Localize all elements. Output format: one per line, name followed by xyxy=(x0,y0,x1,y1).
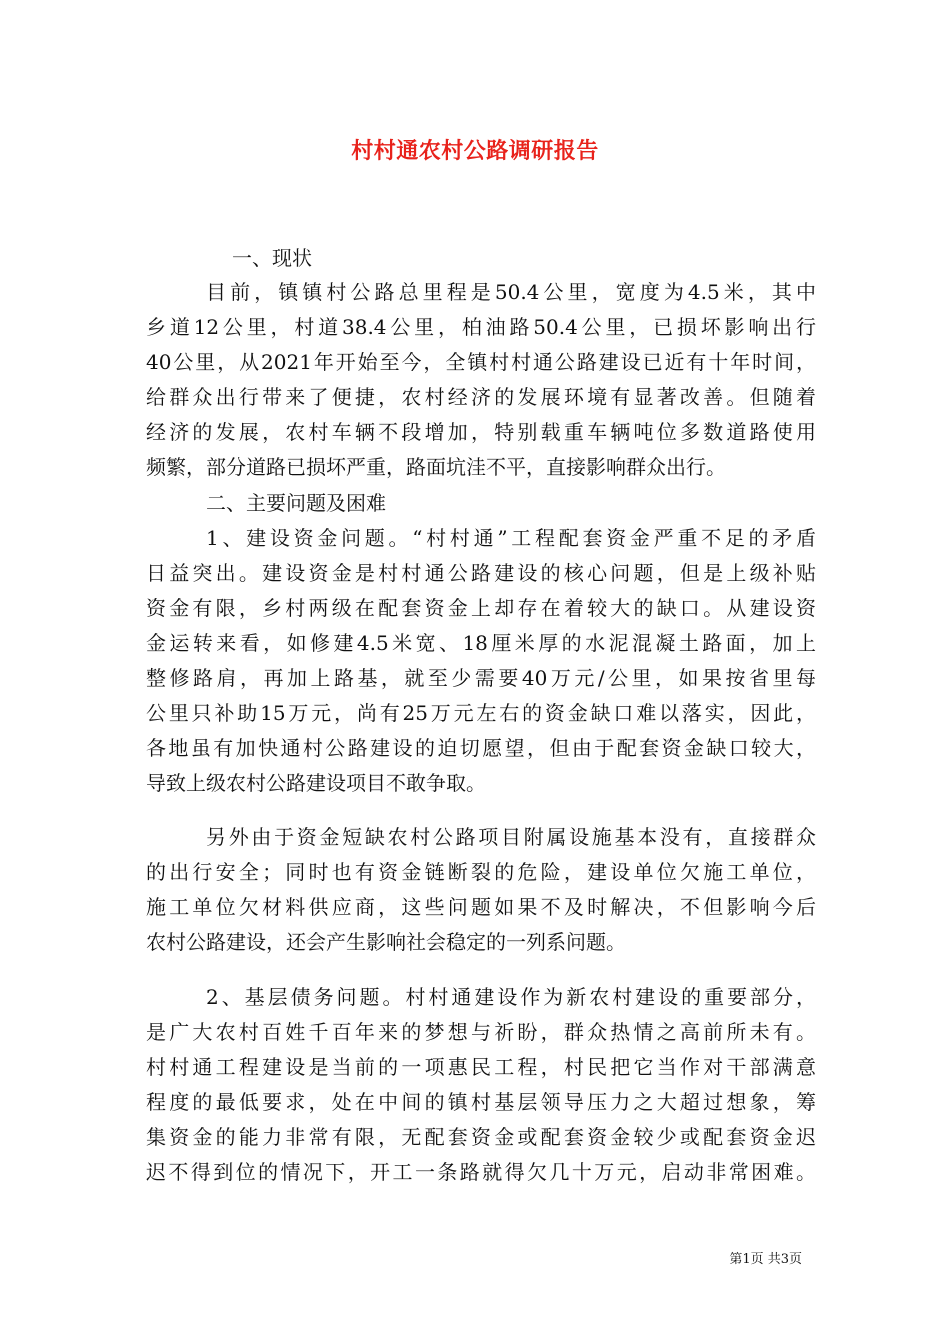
text-line: 程度的最低要求，处在中间的镇村基层领导压力之大超过想象，筹 xyxy=(146,1090,816,1114)
text-line: 频繁，部分道路已损坏严重，路面坑洼不平，直接影响群众出行。 xyxy=(146,455,726,479)
text-line: 另外由于资金短缺农村公路项目附属设施基本没有，直接群众 xyxy=(206,825,816,849)
text-line: 的出行安全；同时也有资金链断裂的危险，建设单位欠施工单位， xyxy=(146,860,816,884)
text-line: 乡道12公里，村道38.4公里，柏油路50.4公里，已损坏影响出行 xyxy=(146,315,816,339)
text-line: 日益突出。建设资金是村村通公路建设的核心问题，但是上级补贴 xyxy=(146,561,816,585)
text-line: 资金有限，乡村两级在配套资金上却存在着较大的缺口。从建设资 xyxy=(146,596,816,620)
text-line: 整修路肩，再加上路基，就至少需要40万元/公里，如果按省里每 xyxy=(146,666,816,690)
text-line: 金运转来看，如修建4.5米宽、18厘米厚的水泥混凝土路面，加上 xyxy=(146,631,816,655)
text-line: 施工单位欠材料供应商，这些问题如果不及时解决，不但影响今后 xyxy=(146,895,816,919)
text-line: 40公里，从2021年开始至今，全镇村村通公路建设已近有十年时间， xyxy=(146,350,816,374)
text-line: 是广大农村百姓千百年来的梦想与祈盼，群众热情之高前所未有。 xyxy=(146,1020,816,1044)
text-line: 2、基层债务问题。村村通建设作为新农村建设的重要部分， xyxy=(206,985,816,1009)
text-line: 导致上级农村公路建设项目不敢争取。 xyxy=(146,771,486,795)
section-heading-status: 一、现状 xyxy=(232,246,312,270)
text-line: 村村通工程建设是当前的一项惠民工程，村民把它当作对干部满意 xyxy=(146,1055,816,1079)
text-line: 给群众出行带来了便捷，农村经济的发展环境有显著改善。但随着 xyxy=(146,385,816,409)
document-title: 村村通农村公路调研报告 xyxy=(351,138,599,164)
text-line: 集资金的能力非常有限，无配套资金或配套资金较少或配套资金迟 xyxy=(146,1125,816,1149)
text-line: 各地虽有加快通村公路建设的迫切愿望，但由于配套资金缺口较大， xyxy=(146,736,816,760)
text-line: 经济的发展，农村车辆不段增加，特别载重车辆吨位多数道路使用 xyxy=(146,420,816,444)
text-line: 农村公路建设，还会产生影响社会稳定的一列系问题。 xyxy=(146,930,626,954)
text-line: 公里只补助15万元，尚有25万元左右的资金缺口难以落实，因此， xyxy=(146,701,816,725)
section-heading-problems: 二、主要问题及困难 xyxy=(206,491,386,515)
text-line: 目前，镇镇村公路总里程是50.4公里，宽度为4.5米，其中 xyxy=(206,280,816,304)
text-line: 1、建设资金问题。“村村通”工程配套资金严重不足的矛盾 xyxy=(206,526,816,550)
text-line: 迟不得到位的情况下，开工一条路就得欠几十万元，启动非常困难。 xyxy=(146,1160,816,1184)
page-number: 第1页 共3页 xyxy=(729,1252,802,1267)
